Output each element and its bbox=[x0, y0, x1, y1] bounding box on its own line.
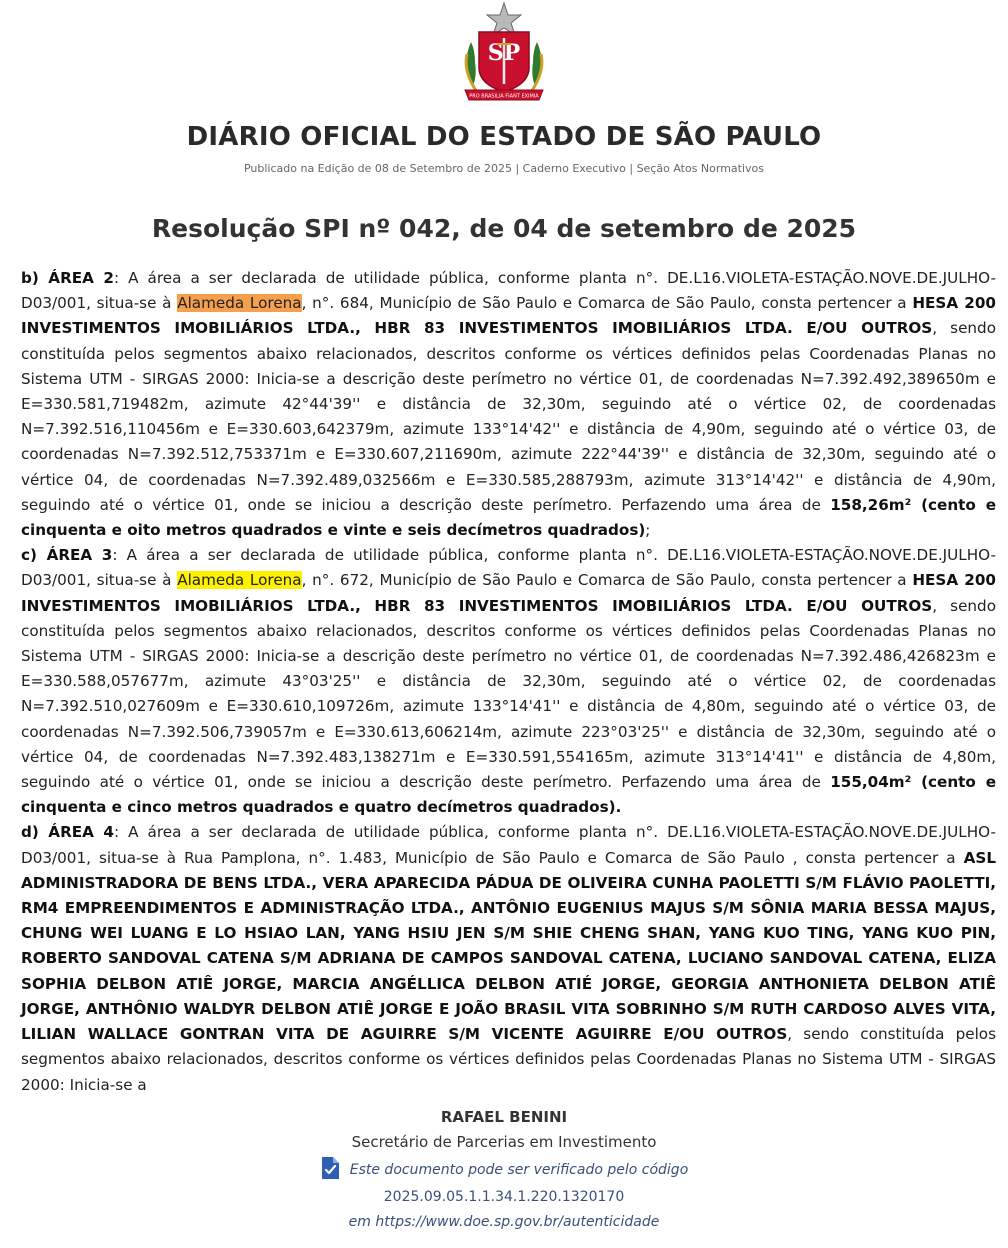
seal-motto: PRO BRASILIA FIANT EXIMIA bbox=[469, 93, 539, 100]
resolution-body bbox=[21, 266, 997, 1094]
verification-code: 2025.09.05.1.1.34.1.220.1320170 bbox=[383, 1189, 625, 1205]
area-label: b) ÁREA 2 bbox=[21, 269, 114, 287]
newspaper-title: DIÁRIO OFICIAL DO ESTADO DE SÃO PAULO bbox=[186, 122, 822, 152]
verified-document-icon bbox=[320, 1156, 340, 1180]
verification-text: Este documento pode ser verificado pelo código bbox=[349, 1162, 689, 1178]
signatory-role: Secretário de Parcerias em Investimento bbox=[351, 1133, 657, 1151]
verification-note bbox=[0, 1158, 1008, 1182]
highlight-street: Alameda Lorena bbox=[177, 294, 302, 313]
resolution-title: Resolução SPI nº 042, de 04 de setembro de 2025 bbox=[151, 214, 857, 243]
area-paragraph: c) ÁREA 3: A área a ser declarada de utilidade pública, conforme planta n°. DE.L16.VIOLETA-ESTAÇÃO.NOVE.DE.JULHO-D03/001, situa-se à Alameda Lorena, n°. 672, Município de São Paulo e Comarca de São Paulo, consta pertencer a HESA 200 INVESTIMENTOS IMOBILIÁRIOS LTDA., HBR 83 INVESTIMENTOS IMOBILIÁRIOS LTDA. E/OU OUTROS, sendo constituída pelos segmentos abaixo relacionados, descritos conforme os vértices definidos pelas Coordenadas Planas no Sistema UTM - SIRGAS 2000: Inicia-se a descrição deste perímetro no vértice 01, de coordenadas N=7.392.486,426823m e E=330.588,057677m, azimute 43°03'25'' e distância de 32,30m, seguindo até o vértice 02, de coordenadas N=7.392.510,027609m e E=330.610,109726m, azimute 133°14'41'' e distância de 4,80m, seguindo até o vértice 03, de coordenadas N=7.392.506,739057m e E=330.613,606214m, azimute 223°03'25'' e distância de 32,30m, seguindo até o vértice 04, de coordenadas N=7.392.483,138271m e E=330.591,554165m, azimute 313°14'41'' e distância de 4,80m, seguindo até o vértice 01, onde se iniciou a descrição deste perímetro. Perfazendo uma área de 155,04m² (cento e cinquenta e cinco metros quadrados e quatro decímetros quadrados). bbox=[21, 546, 996, 817]
area-value: 158,26m² (cento e cinquenta e oito metros quadrados e vinte e seis decímetros quadrados) bbox=[21, 495, 996, 540]
area-paragraph: b) ÁREA 2: A área a ser declarada de utilidade pública, conforme planta n°. DE.L16.VIOLETA-ESTAÇÃO.NOVE.DE.JULHO-D03/001, situa-se à Alameda Lorena, n°. 684, Município de São Paulo e Comarca de São Paulo, consta pertencer a HESA 200 INVESTIMENTOS IMOBILIÁRIOS LTDA., HBR 83 INVESTIMENTOS IMOBILIÁRIOS LTDA. E/OU OUTROS, sendo constituída pelos segmentos abaixo relacionados, descritos conforme os vértices definidos pelas Coordenadas Planas no Sistema UTM - SIRGAS 2000: Inicia-se a descrição deste perímetro no vértice 01, de coordenadas N=7.392.492,389650m e E=330.581,719482m, azimute 42°44'39'' e distância de 32,30m, seguindo até o vértice 02, de coordenadas N=7.392.516,110456m e E=330.603,642379m, azimute 133°14'42'' e distância de 4,90m, seguindo até o vértice 03, de coordenadas N=7.392.512,753371m e E=330.607,211690m, azimute 222°44'39'' e distância de 32,30m, seguindo até o vértice 04, de coordenadas N=7.392.489,032566m e E=330.585,288793m, azimute 313°14'42'' e distância de 4,90m, seguindo até o vértice 01, onde se iniciou a descrição deste perímetro. Perfazendo uma área de 158,26m² (cento e cinquenta e oito metros quadrados e vinte e seis decímetros quadrados); bbox=[21, 269, 996, 540]
verification-url-line: em https://www.doe.sp.gov.br/autenticidade bbox=[348, 1214, 660, 1230]
area-value: 155,04m² (cento e cinquenta e cinco metros quadrados e quatro decímetros quadrados). bbox=[21, 773, 996, 817]
area-owners: HESA 200 INVESTIMENTOS IMOBILIÁRIOS LTDA., HBR 83 INVESTIMENTOS IMOBILIÁRIOS LTDA. E/OU OUTROS bbox=[21, 294, 996, 338]
area-owners: HESA 200 INVESTIMENTOS IMOBILIÁRIOS LTDA., HBR 83 INVESTIMENTOS IMOBILIÁRIOS LTDA. E/OU OUTROS bbox=[21, 571, 996, 615]
sao-paulo-coat-of-arms-icon bbox=[457, 2, 551, 106]
signatory-name: RAFAEL BENINI bbox=[440, 1108, 568, 1126]
area-label: d) ÁREA 4 bbox=[21, 823, 114, 842]
publication-info: Publicado na Edição de 08 de Setembro de 2025 | Caderno Executivo | Seção Atos Normativos bbox=[243, 162, 765, 175]
area-owners: ASL ADMINISTRADORA DE BENS LTDA., VERA APARECIDA PÁDUA DE OLIVEIRA CUNHA PAOLETTI S/M FLÁVIO PAOLETTI, RM4 EMPREENDIMENTOS E ADMINISTRAÇÃO LTDA., ANTÔNIO EUGENIUS MAJUS S/M SÔNIA MARIA BESSA MAJUS, CHUNG WEI LUANG E LO HSIAO LAN, YANG HSIU JEN S/M SHIE CHENG SHAN, YANG KUO TING, YANG KUO PIN, ROBERTO SANDOVAL CATENA S/M ADRIANA DE CAMPOS SANDOVAL CATENA, LUCIANO SANDOVAL CATENA, ELIZA SOPHIA DELBON ATIÊ JORGE, MARCIA ANGÉLLICA DELBON ATIÉ JORGE, GEORGIA ANTHONIETA DELBON ATIÊ JORGE, ANTHÔNIO WALDYR DELBON ATIÊ JORGE E JOÃO BRASIL VITA SOBRINHO S/M RUTH CARDOSO ALVES VITA, LILIAN WALLACE GONTRAN VITA DE AGUIRRE S/M VICENTE AGUIRRE E/OU OUTROS bbox=[21, 848, 996, 1044]
seal-letters: SP bbox=[487, 40, 521, 66]
verification-link[interactable]: https://www.doe.sp.gov.br/autenticidade bbox=[375, 1214, 660, 1230]
area-paragraph: d) ÁREA 4: A área a ser declarada de utilidade pública, conforme planta n°. DE.L16.VIOLETA-ESTAÇÃO.NOVE.DE.JULHO-D03/001, situa-se à Rua Pamplona, n°. 1.483, Município de São Paulo e Comarca de São Paulo , consta pertencer a ASL ADMINISTRADORA DE BENS LTDA., VERA APARECIDA PÁDUA DE OLIVEIRA CUNHA PAOLETTI S/M FLÁVIO PAOLETTI, RM4 EMPREENDIMENTOS E ADMINISTRAÇÃO LTDA., ANTÔNIO EUGENIUS MAJUS S/M SÔNIA MARIA BESSA MAJUS, CHUNG WEI LUANG E LO HSIAO LAN, YANG HSIU JEN S/M SHIE CHENG SHAN, YANG KUO TING, YANG KUO PIN, ROBERTO SANDOVAL CATENA S/M ADRIANA DE CAMPOS SANDOVAL CATENA, LUCIANO SANDOVAL CATENA, ELIZA SOPHIA DELBON ATIÊ JORGE, MARCIA ANGÉLLICA DELBON ATIÉ JORGE, GEORGIA ANTHONIETA DELBON ATIÊ JORGE, ANTHÔNIO WALDYR DELBON ATIÊ JORGE E JOÃO BRASIL VITA SOBRINHO S/M RUTH CARDOSO ALVES VITA, LILIAN WALLACE GONTRAN VITA DE AGUIRRE S/M VICENTE AGUIRRE E/OU OUTROS, sendo constituída pelos segmentos abaixo relacionados, descritos conforme os vértices definidos pelas Coordenadas Planas no Sistema UTM - SIRGAS 2000: Inicia-se a bbox=[21, 823, 997, 1094]
highlight-street: Alameda Lorena bbox=[177, 571, 302, 590]
area-label: c) ÁREA 3 bbox=[21, 546, 113, 565]
